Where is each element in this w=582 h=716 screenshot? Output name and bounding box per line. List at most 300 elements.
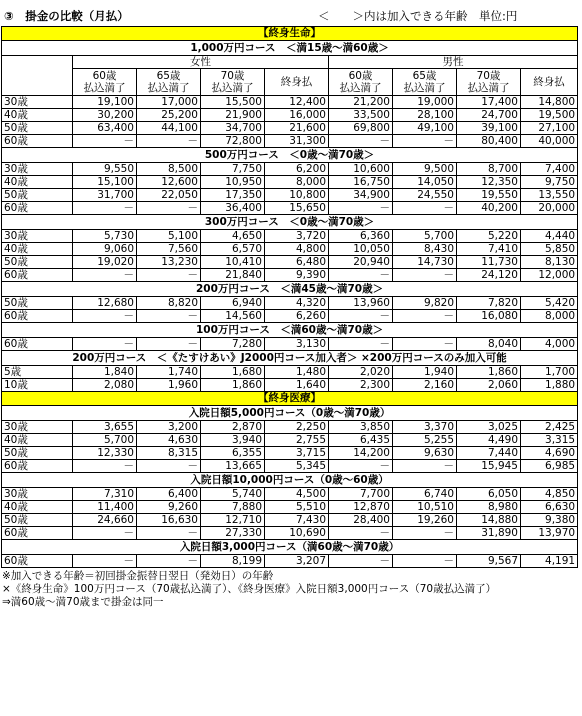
premium-cell: 5,700	[73, 434, 137, 447]
premium-cell: 8,000	[521, 310, 578, 323]
column-header-row	[2, 56, 578, 69]
premium-cell: 9,567	[457, 555, 521, 568]
premium-cell: 16,750	[329, 176, 393, 189]
premium-cell: 4,690	[521, 447, 578, 460]
table-row	[2, 366, 578, 379]
premium-cell: 4,440	[521, 230, 578, 243]
age-cell: 60歳	[2, 555, 73, 568]
lifetime-header: 終身払	[521, 69, 578, 96]
premium-cell: 12,330	[73, 447, 137, 460]
premium-cell: 16,630	[137, 514, 201, 527]
premium-cell: 19,500	[521, 109, 578, 122]
table-row	[2, 202, 578, 215]
premium-cell: 33,500	[329, 109, 393, 122]
premium-cell: 24,120	[457, 269, 521, 282]
premium-cell: 13,960	[329, 297, 393, 310]
premium-cell: 4,191	[521, 555, 578, 568]
premium-cell: 5,510	[265, 501, 329, 514]
premium-cell: －	[393, 202, 457, 215]
premium-cell: 21,840	[201, 269, 265, 282]
premium-cell: 19,000	[393, 96, 457, 109]
course-title-row	[2, 323, 578, 338]
premium-cell: 16,080	[457, 310, 521, 323]
premium-cell: 4,490	[457, 434, 521, 447]
premium-cell: 28,400	[329, 514, 393, 527]
premium-cell: －	[73, 527, 137, 540]
female-header: 女性	[73, 56, 329, 69]
premium-cell: 2,300	[329, 379, 393, 392]
term-label: 払込満了	[467, 82, 510, 94]
premium-cell: 3,370	[393, 421, 457, 434]
premium-cell: 2,870	[201, 421, 265, 434]
table-row	[2, 501, 578, 514]
premium-cell: 10,510	[393, 501, 457, 514]
term-age: 60歳	[348, 70, 373, 82]
premium-cell: 80,400	[457, 135, 521, 148]
age-cell: 60歳	[2, 202, 73, 215]
age-cell: 5歳	[2, 366, 73, 379]
premium-cell: 7,400	[521, 163, 578, 176]
premium-cell: 5,220	[457, 230, 521, 243]
premium-cell: 7,880	[201, 501, 265, 514]
table-row	[2, 189, 578, 202]
premium-cell: 7,820	[457, 297, 521, 310]
premium-cell: 4,800	[265, 243, 329, 256]
premium-cell: 4,320	[265, 297, 329, 310]
premium-cell: 1,840	[73, 366, 137, 379]
premium-cell: 15,100	[73, 176, 137, 189]
premium-cell: 3,200	[137, 421, 201, 434]
age-cell: 30歳	[2, 488, 73, 501]
premium-cell: 3,655	[73, 421, 137, 434]
table-row	[2, 243, 578, 256]
age-cell: 30歳	[2, 96, 73, 109]
age-cell: 40歳	[2, 109, 73, 122]
premium-cell: 9,260	[137, 501, 201, 514]
premium-cell: 28,100	[393, 109, 457, 122]
payment-term-header	[73, 69, 137, 96]
premium-cell: 1,480	[265, 366, 329, 379]
premium-cell: 1,940	[393, 366, 457, 379]
premium-cell: 8,820	[137, 297, 201, 310]
premium-cell: 8,980	[457, 501, 521, 514]
premium-cell: －	[393, 310, 457, 323]
payment-term-header	[457, 69, 521, 96]
course-title: 入院日額5,000円コース（0歳～満70歳）	[2, 406, 578, 421]
premium-cell: 72,800	[201, 135, 265, 148]
table-row	[2, 421, 578, 434]
premium-cell: 22,050	[137, 189, 201, 202]
term-age: 65歳	[156, 70, 181, 82]
column-subheader-row	[2, 69, 578, 96]
table-row	[2, 163, 578, 176]
table-row	[2, 555, 578, 568]
premium-cell: 44,100	[137, 122, 201, 135]
premium-cell: 5,700	[393, 230, 457, 243]
premium-cell: 3,850	[329, 421, 393, 434]
premium-cell: 34,700	[201, 122, 265, 135]
payment-term-header	[137, 69, 201, 96]
premium-cell: 19,550	[457, 189, 521, 202]
premium-cell: 10,410	[201, 256, 265, 269]
age-cell: 60歳	[2, 338, 73, 351]
premium-cell: 4,850	[521, 488, 578, 501]
premium-cell: 34,900	[329, 189, 393, 202]
premium-cell: 3,720	[265, 230, 329, 243]
age-cell: 50歳	[2, 256, 73, 269]
table-row	[2, 269, 578, 282]
premium-cell: 1,740	[137, 366, 201, 379]
premium-cell: 10,600	[329, 163, 393, 176]
premium-cell: －	[137, 135, 201, 148]
footer-note: ×《終身生命》100万円コース（70歳払込満了）、《終身医療》入院日額3,000円コース（70歳払込満了）	[2, 583, 497, 595]
course-title-row	[2, 41, 578, 56]
premium-cell: 15,650	[265, 202, 329, 215]
premium-cell: 1,700	[521, 366, 578, 379]
table-row	[2, 447, 578, 460]
premium-cell: 40,200	[457, 202, 521, 215]
premium-cell: 31,890	[457, 527, 521, 540]
premium-cell: －	[329, 338, 393, 351]
premium-cell: 2,250	[265, 421, 329, 434]
premium-cell: 31,700	[73, 189, 137, 202]
premium-cell: －	[393, 527, 457, 540]
age-cell: 10歳	[2, 379, 73, 392]
footer-notes	[2, 570, 582, 609]
premium-cell: 6,740	[393, 488, 457, 501]
age-cell: 50歳	[2, 514, 73, 527]
age-cell: 50歳	[2, 189, 73, 202]
table-row	[2, 379, 578, 392]
premium-cell: 6,050	[457, 488, 521, 501]
premium-cell: －	[73, 269, 137, 282]
premium-cell: 14,560	[201, 310, 265, 323]
premium-cell: 9,630	[393, 447, 457, 460]
course-title-row	[2, 406, 578, 421]
premium-cell: －	[137, 527, 201, 540]
premium-cell: 27,330	[201, 527, 265, 540]
premium-cell: 8,500	[137, 163, 201, 176]
premium-cell: －	[393, 338, 457, 351]
premium-cell: 12,870	[329, 501, 393, 514]
premium-cell: 27,100	[521, 122, 578, 135]
table-row	[2, 96, 578, 109]
premium-cell: －	[137, 310, 201, 323]
premium-cell: 5,255	[393, 434, 457, 447]
premium-cell: 5,100	[137, 230, 201, 243]
premium-cell: －	[393, 555, 457, 568]
premium-cell: 31,300	[265, 135, 329, 148]
premium-cell: －	[329, 527, 393, 540]
premium-cell: 20,000	[521, 202, 578, 215]
premium-cell: 5,850	[521, 243, 578, 256]
premium-cell: 10,950	[201, 176, 265, 189]
table-row	[2, 527, 578, 540]
premium-cell: －	[137, 202, 201, 215]
premium-cell: 16,000	[265, 109, 329, 122]
age-cell: 60歳	[2, 269, 73, 282]
premium-cell: －	[137, 269, 201, 282]
course-title: 200万円コース ＜《たすけあい》J2000円コース加入者＞ ×200万円コースのみ加入可能	[2, 351, 578, 366]
premium-cell: 7,280	[201, 338, 265, 351]
premium-cell: 1,860	[201, 379, 265, 392]
table-row	[2, 135, 578, 148]
premium-cell: 21,200	[329, 96, 393, 109]
premium-cell: 8,315	[137, 447, 201, 460]
premium-cell: 9,820	[393, 297, 457, 310]
premium-cell: 12,710	[201, 514, 265, 527]
premium-cell: 24,550	[393, 189, 457, 202]
premium-cell: 8,700	[457, 163, 521, 176]
premium-cell: 6,630	[521, 501, 578, 514]
premium-cell: 8,130	[521, 256, 578, 269]
premium-cell: 1,680	[201, 366, 265, 379]
age-cell: 30歳	[2, 421, 73, 434]
header-blank	[2, 56, 73, 96]
table-row	[2, 176, 578, 189]
section-banner: 【終身生命】	[2, 27, 578, 41]
premium-cell: －	[137, 460, 201, 473]
premium-cell: 3,715	[265, 447, 329, 460]
premium-cell: 63,400	[73, 122, 137, 135]
table-row	[2, 460, 578, 473]
term-label: 払込満了	[83, 82, 126, 94]
page-title: ③ 掛金の比較（月払）	[4, 9, 129, 23]
premium-cell: 19,100	[73, 96, 137, 109]
premium-cell: 19,020	[73, 256, 137, 269]
premium-cell: 2,755	[265, 434, 329, 447]
premium-cell: 12,400	[265, 96, 329, 109]
premium-cell: 14,880	[457, 514, 521, 527]
premium-cell: 6,400	[137, 488, 201, 501]
premium-cell: －	[73, 202, 137, 215]
premium-cell: 21,600	[265, 122, 329, 135]
premium-cell: －	[137, 338, 201, 351]
premium-cell: 7,750	[201, 163, 265, 176]
premium-cell: 10,050	[329, 243, 393, 256]
footer-note: ※加入できる年齢＝初回掛金振替日翌日（発効日）の年齢	[2, 570, 274, 582]
term-label: 払込満了	[211, 82, 254, 94]
premium-cell: 7,310	[73, 488, 137, 501]
premium-cell: －	[329, 310, 393, 323]
age-cell: 30歳	[2, 230, 73, 243]
premium-cell: 6,570	[201, 243, 265, 256]
age-cell: 60歳	[2, 310, 73, 323]
course-title-row	[2, 540, 578, 555]
premium-cell: 14,050	[393, 176, 457, 189]
premium-cell: 14,730	[393, 256, 457, 269]
premium-cell: 14,800	[521, 96, 578, 109]
premium-cell: 14,200	[329, 447, 393, 460]
premium-cell: 9,500	[393, 163, 457, 176]
premium-cell: 12,350	[457, 176, 521, 189]
age-cell: 60歳	[2, 460, 73, 473]
premium-cell: 9,750	[521, 176, 578, 189]
premium-cell: 24,660	[73, 514, 137, 527]
table-row	[2, 109, 578, 122]
term-age: 70歳	[476, 70, 501, 82]
premium-cell: 3,315	[521, 434, 578, 447]
premium-cell: 2,080	[73, 379, 137, 392]
term-age: 60歳	[92, 70, 117, 82]
premium-cell: 12,600	[137, 176, 201, 189]
premium-cell: 5,730	[73, 230, 137, 243]
table-body	[2, 27, 578, 568]
premium-cell: 2,160	[393, 379, 457, 392]
premium-cell: 15,500	[201, 96, 265, 109]
section-banner-row	[2, 27, 578, 41]
premium-cell: 3,207	[265, 555, 329, 568]
male-header: 男性	[329, 56, 578, 69]
premium-cell: 69,800	[329, 122, 393, 135]
premium-cell: 24,700	[457, 109, 521, 122]
premium-cell: 12,680	[73, 297, 137, 310]
premium-cell: 11,400	[73, 501, 137, 514]
course-title: 入院日額10,000円コース（0歳～60歳）	[2, 473, 578, 488]
premium-cell: 7,440	[457, 447, 521, 460]
premium-cell: 19,260	[393, 514, 457, 527]
premium-cell: －	[329, 202, 393, 215]
section-banner-row	[2, 392, 578, 406]
premium-cell: －	[329, 460, 393, 473]
premium-cell: 6,435	[329, 434, 393, 447]
table-row	[2, 310, 578, 323]
lifetime-header: 終身払	[265, 69, 329, 96]
premium-cell: 2,425	[521, 421, 578, 434]
course-title: 入院日額3,000円コース（満60歳～満70歳）	[2, 540, 578, 555]
premium-cell: 36,400	[201, 202, 265, 215]
premium-cell: 5,740	[201, 488, 265, 501]
term-label: 払込満了	[339, 82, 382, 94]
premium-cell: 17,000	[137, 96, 201, 109]
premium-cell: 49,100	[393, 122, 457, 135]
premium-cell: －	[73, 338, 137, 351]
premium-cell: 4,500	[265, 488, 329, 501]
term-age: 70歳	[220, 70, 245, 82]
premium-cell: 6,940	[201, 297, 265, 310]
premium-table	[1, 26, 578, 568]
premium-cell: －	[73, 555, 137, 568]
section-banner: 【終身医療】	[2, 392, 578, 406]
table-row	[2, 514, 578, 527]
course-title-row	[2, 148, 578, 163]
premium-cell: 13,550	[521, 189, 578, 202]
premium-cell: －	[393, 135, 457, 148]
table-row	[2, 338, 578, 351]
premium-cell: 3,940	[201, 434, 265, 447]
page-header	[0, 0, 582, 26]
premium-cell: 2,060	[457, 379, 521, 392]
table-row	[2, 122, 578, 135]
premium-cell: －	[73, 135, 137, 148]
footer-note: ⇒満60歳～満70歳まで掛金は同一	[2, 596, 164, 608]
age-cell: 50歳	[2, 447, 73, 460]
premium-cell: －	[73, 310, 137, 323]
course-title: 1,000万円コース ＜満15歳～満60歳＞	[2, 41, 578, 56]
premium-cell: 7,430	[265, 514, 329, 527]
premium-cell: 1,860	[457, 366, 521, 379]
age-cell: 40歳	[2, 501, 73, 514]
premium-cell: －	[393, 269, 457, 282]
premium-cell: 7,700	[329, 488, 393, 501]
premium-cell: 3,130	[265, 338, 329, 351]
premium-cell: 7,410	[457, 243, 521, 256]
premium-cell: 13,970	[521, 527, 578, 540]
premium-cell: 2,020	[329, 366, 393, 379]
premium-cell: 13,230	[137, 256, 201, 269]
premium-cell: 4,000	[521, 338, 578, 351]
course-title-row	[2, 282, 578, 297]
term-label: 払込満了	[403, 82, 446, 94]
premium-cell: 8,430	[393, 243, 457, 256]
table-row	[2, 434, 578, 447]
premium-cell: －	[329, 555, 393, 568]
course-title: 200万円コース ＜満45歳～満70歳＞	[2, 282, 578, 297]
premium-cell: －	[73, 460, 137, 473]
age-cell: 60歳	[2, 135, 73, 148]
premium-cell: 4,630	[137, 434, 201, 447]
premium-cell: 9,390	[265, 269, 329, 282]
premium-cell: 6,360	[329, 230, 393, 243]
premium-cell: 6,985	[521, 460, 578, 473]
payment-term-header	[393, 69, 457, 96]
term-age: 65歳	[412, 70, 437, 82]
unit-note: ＜ ＞内は加入できる年齢 単位:円	[318, 9, 518, 23]
course-title-row	[2, 215, 578, 230]
term-label: 払込満了	[147, 82, 190, 94]
premium-cell: 25,200	[137, 109, 201, 122]
premium-cell: －	[329, 269, 393, 282]
premium-cell: 6,260	[265, 310, 329, 323]
premium-cell: 21,900	[201, 109, 265, 122]
premium-cell: 8,199	[201, 555, 265, 568]
course-title-row	[2, 351, 578, 366]
premium-cell: 9,380	[521, 514, 578, 527]
payment-term-header	[201, 69, 265, 96]
premium-cell: 6,480	[265, 256, 329, 269]
premium-cell: 7,560	[137, 243, 201, 256]
premium-cell: 6,355	[201, 447, 265, 460]
premium-cell: 10,800	[265, 189, 329, 202]
age-cell: 40歳	[2, 176, 73, 189]
table-row	[2, 488, 578, 501]
premium-cell: －	[329, 135, 393, 148]
premium-cell: 15,945	[457, 460, 521, 473]
premium-cell: 8,040	[457, 338, 521, 351]
age-cell: 50歳	[2, 297, 73, 310]
premium-cell: 8,000	[265, 176, 329, 189]
premium-cell: 11,730	[457, 256, 521, 269]
premium-cell: 17,350	[201, 189, 265, 202]
premium-cell: 12,000	[521, 269, 578, 282]
table-row	[2, 297, 578, 310]
premium-cell: －	[393, 460, 457, 473]
premium-cell: 5,345	[265, 460, 329, 473]
age-cell: 60歳	[2, 527, 73, 540]
course-title: 500万円コース ＜0歳～満70歳＞	[2, 148, 578, 163]
course-title: 300万円コース ＜0歳～満70歳＞	[2, 215, 578, 230]
premium-cell: 1,640	[265, 379, 329, 392]
premium-cell: 10,690	[265, 527, 329, 540]
age-cell: 50歳	[2, 122, 73, 135]
premium-cell: 13,665	[201, 460, 265, 473]
premium-cell: 9,060	[73, 243, 137, 256]
course-title: 100万円コース ＜満60歳～満70歳＞	[2, 323, 578, 338]
age-cell: 40歳	[2, 243, 73, 256]
age-cell: 30歳	[2, 163, 73, 176]
premium-cell: －	[137, 555, 201, 568]
payment-term-header	[329, 69, 393, 96]
